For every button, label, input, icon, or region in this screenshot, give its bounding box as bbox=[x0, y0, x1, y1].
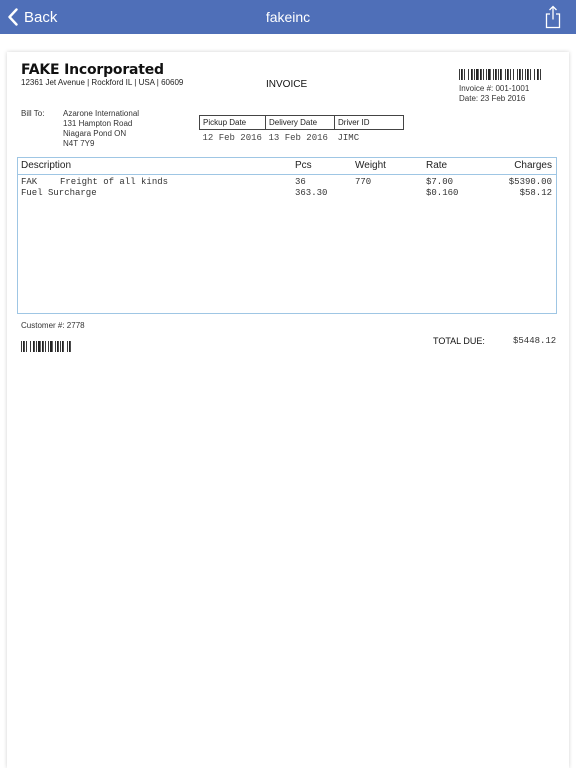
header-divider bbox=[18, 174, 556, 175]
rate-header: Rate bbox=[426, 160, 448, 171]
driver-id-header: Driver ID bbox=[335, 116, 404, 130]
item-charges: $58.12 bbox=[519, 188, 552, 198]
navigation-bar bbox=[0, 0, 576, 34]
charges-header: Charges bbox=[514, 160, 552, 171]
total-due-value: $5448.12 bbox=[513, 336, 557, 346]
share-icon[interactable] bbox=[544, 5, 562, 29]
item-weight: 770 bbox=[355, 177, 372, 187]
bill-to-address bbox=[63, 109, 139, 149]
company-address: 12361 Jet Avenue | Rockford IL | USA | 60609 bbox=[21, 78, 184, 87]
pickup-date-value: 12 Feb 2016 bbox=[202, 133, 262, 143]
delivery-date-header: Delivery Date bbox=[266, 116, 335, 130]
invoice-number: Invoice #: 001-1001 bbox=[459, 84, 530, 93]
bill-to-line: 131 Hampton Road bbox=[63, 119, 133, 128]
pickup-date-header: Pickup Date bbox=[200, 116, 266, 130]
item-code: FAK bbox=[21, 177, 38, 187]
barcode-image bbox=[459, 69, 542, 80]
line-items-table bbox=[17, 157, 557, 314]
back-label: Back bbox=[24, 8, 58, 26]
customer-number: Customer #: 2778 bbox=[21, 321, 85, 330]
nav-title: fakeinc bbox=[265, 9, 311, 25]
delivery-date-value: 13 Feb 2016 bbox=[268, 133, 328, 143]
driver-id-value: JIMC bbox=[337, 133, 360, 143]
total-due-label: TOTAL DUE: bbox=[433, 336, 485, 346]
company-name: FAKE Incorporated bbox=[21, 62, 164, 78]
bill-to-line: Niagara Pond ON bbox=[63, 129, 127, 138]
item-charges: $5390.00 bbox=[508, 177, 552, 187]
item-description: Freight of all kinds bbox=[60, 177, 169, 187]
barcode-image bbox=[21, 341, 72, 352]
description-header: Description bbox=[21, 160, 72, 171]
item-rate: $7.00 bbox=[426, 177, 454, 187]
invoice-title: INVOICE bbox=[266, 79, 308, 90]
bill-to-line: Azarone International bbox=[63, 109, 140, 118]
item-description: Fuel Surcharge bbox=[21, 188, 97, 198]
bill-to-line: N4T 7Y9 bbox=[63, 139, 95, 148]
invoice-date: Date: 23 Feb 2016 bbox=[459, 94, 526, 103]
item-pcs: 363.30 bbox=[295, 188, 328, 198]
shipment-details-table bbox=[199, 115, 404, 143]
pcs-header: Pcs bbox=[295, 160, 312, 171]
item-pcs: 36 bbox=[295, 177, 306, 187]
invoice-document bbox=[7, 52, 569, 768]
weight-header: Weight bbox=[355, 160, 386, 171]
item-rate: $0.160 bbox=[426, 188, 459, 198]
bill-to-label: Bill To: bbox=[21, 109, 45, 118]
